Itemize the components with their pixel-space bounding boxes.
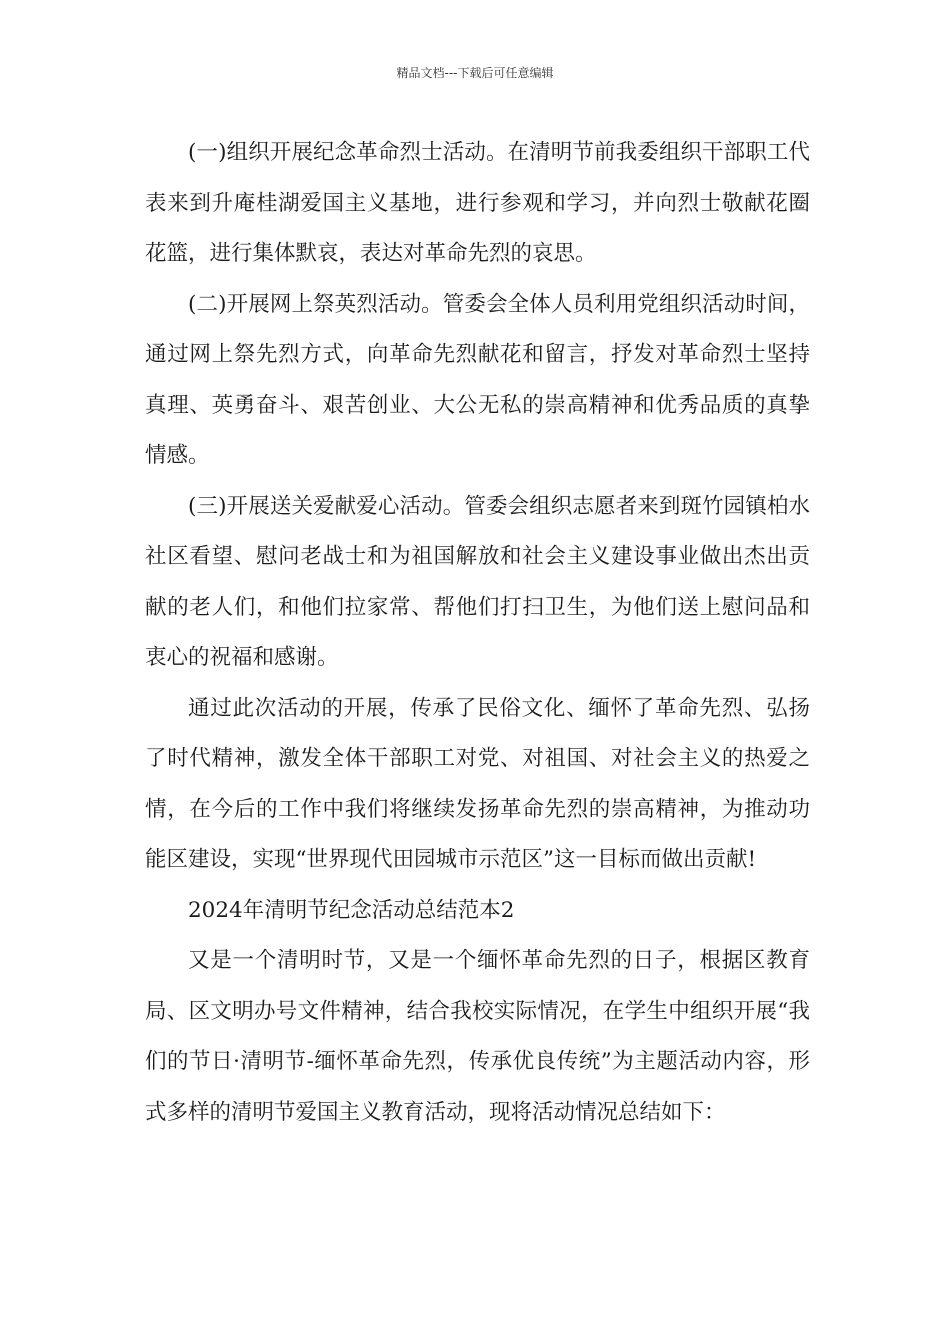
page-header: 精品文档---下载后可任意编辑	[396, 66, 554, 80]
paragraph-activity-1: (一)组织开展纪念革命烈士活动。在清明节前我委组织干部职工代表来到升庵桂湖爱国主义基地，进行参观和学习，并向烈士敬献花圈花篮，进行集体默哀，表达对革命先烈的哀思。	[145, 140, 810, 266]
paragraph-activity-2: (二)开展网上祭英烈活动。管委会全体人员利用党组织活动时间，通过网上祭先烈方式，向革命先烈献花和留言，抒发对革命烈士坚持真理、英勇奋斗、艰苦创业、大公无私的崇高精神和优秀品质的真挚情感。	[145, 291, 810, 468]
paragraph-intro-2: 又是一个清明时节，又是一个缅怀革命先烈的日子，根据区教育局、区文明办号文件精神，结合我校实际情况，在学生中组织开展“我们的节日·清明节-缅怀革命先烈，传承优良传统”为主题活动内容，形式多样的清明节爱国主义教育活动，现将活动情况总结如下：	[145, 948, 810, 1125]
section-title: 2024年清明节纪念活动总结范本2	[188, 897, 515, 923]
paragraph-activity-3: (三)开展送关爱献爱心活动。管委会组织志愿者来到斑竹园镇柏水社区看望、慰问老战士和为祖国解放和社会主义建设事业做出杰出贡献的老人们，和他们拉家常、帮他们打扫卫生，为他们送上慰问品和衷心的祝福和感谢。	[145, 493, 810, 670]
paragraph-conclusion: 通过此次活动的开展，传承了民俗文化、缅怀了革命先烈、弘扬了时代精神，激发全体干部职工对党、对祖国、对社会主义的热爱之情，在今后的工作中我们将继续发扬革命先烈的崇高精神，为推动功能区建设，实现“世界现代田园城市示范区”这一目标而做出贡献!	[145, 695, 810, 872]
document-body	[145, 128, 810, 1138]
